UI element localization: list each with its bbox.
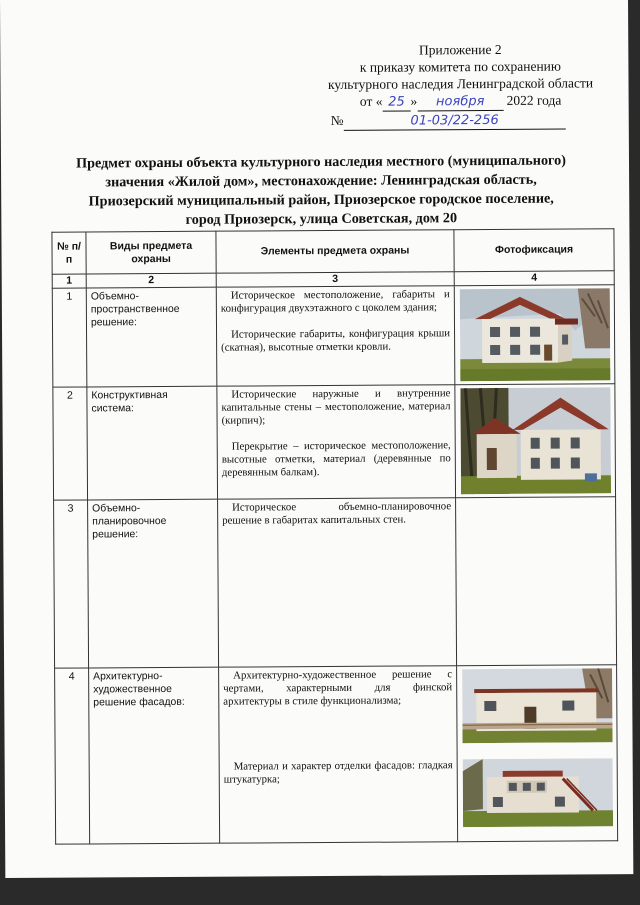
colnum-2: 2 [86,273,216,288]
title-line-1: Предмет охраны объекта культурного наследия местного (муниципального) [75,152,566,172]
element-text: Материал и характер отделки фасадов: гладкая штукатурка; [223,759,453,786]
house-photo-3 [462,668,612,743]
row-elements [218,498,457,667]
table-row [53,384,616,500]
appendix-number-line [301,110,621,131]
title-line-3: Приозерский муниципальный район, Приозерское городское поселение, [88,190,554,210]
row-elements [217,385,456,499]
element-text: Исторические габариты, конфигурация крыши (скатная), высотные отметки кровли. [221,327,451,354]
row-kind: Объемно-планировочное решение: [88,499,219,668]
photo-cell [457,665,618,842]
house-photo-2 [460,387,611,494]
table-header-row [52,229,614,274]
element-text: Историческое местоположение, габариты и конфигурация двухэтажного с цоколем здания; [220,288,450,315]
house-photo-4 [462,758,612,827]
protection-table [51,228,618,844]
row-kind: Объемно-пространственное решение: [86,287,217,387]
row-num: 1 [52,288,87,387]
photo-cell [455,384,616,498]
number-prefix: № [330,112,344,128]
title-line-2: значения «Жилой дом», местонахождение: Ленинградская область, [105,171,537,191]
row-kind: Архитектурно-художественное решение фасадов: [89,667,220,844]
element-text: Историческое объемно-планировочное решение в габаритах капитальных стен. [222,500,452,527]
header-elements: Элементы предмета охраны [216,230,454,273]
row-elements [216,286,455,386]
appendix-line-3: культурного наследия Ленинградской области [327,75,594,92]
photo-cell-empty [456,497,617,666]
colnum-1: 1 [52,274,86,288]
appendix-date-line [301,91,621,112]
date-mid: » [410,93,418,109]
appendix-line-1: Приложение 2 [418,41,502,58]
date-day: 25 [382,93,410,111]
row-elements [219,666,458,843]
row-num: 2 [53,387,88,500]
appendix-header [300,40,621,131]
row-kind: Конструктивная система: [87,386,218,500]
number-value: 01-03/22-256 [344,112,566,131]
row-num: 3 [54,500,89,668]
house-photo-1 [459,288,610,381]
date-suffix: 2022 года [506,92,562,108]
header-kind: Виды предмета охраны [86,231,216,274]
element-text: Исторические наружные и внутренние капитальные стены – местоположение, материал (кирпич); [221,387,451,427]
header-photo: Фотофиксация [454,229,614,272]
row-num: 4 [55,668,90,844]
appendix-line-2: к приказу комитета по сохранению [359,58,562,75]
element-text: Архитектурно-художественное решение с чертами, характерными для финской архитектуры в стиле функционализма; [223,668,453,708]
document-title [41,151,601,230]
header-num: № п/п [52,232,86,274]
colnum-4: 4 [454,271,614,286]
table-row [52,285,615,387]
element-text: Перекрытие – историческое местоположение, высотные отметки, материал (деревянные по деревянным балкам). [221,439,451,479]
date-month: ноября [417,93,503,112]
table-row [54,497,617,668]
table-row [55,665,618,844]
photo-cell [454,285,615,385]
title-line-4: город Приозерск, улица Советская, дом 20 [185,210,458,228]
colnum-3: 3 [216,272,454,287]
date-prefix: от « [359,93,383,109]
